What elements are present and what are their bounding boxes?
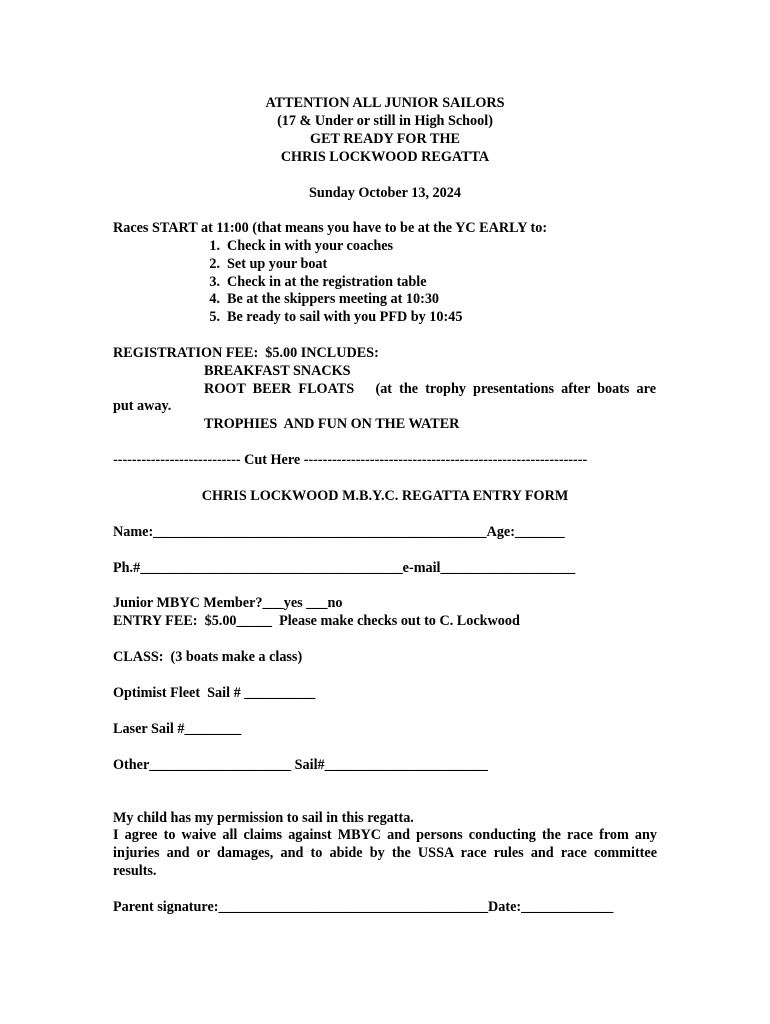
step-number: 3.: [209, 274, 220, 290]
includes-root-beer: ROOT BEER FLOATS (at the trophy presentations after boats are: [204, 381, 656, 397]
step-number: 1.: [209, 238, 220, 254]
waiver-line: results.: [113, 863, 157, 879]
optimist-sail-field: Optimist Fleet Sail # __________: [113, 685, 316, 701]
header-regatta-name: CHRIS LOCKWOOD REGATTA: [280, 149, 490, 165]
step-text: Be at the skippers meeting at 10:30: [227, 291, 440, 307]
member-field: Junior MBYC Member?___yes ___no: [113, 595, 343, 611]
registration-fee: REGISTRATION FEE: $5.00 INCLUDES:: [113, 345, 379, 361]
other-sail-field: Other____________________ Sail#_______________________: [113, 757, 488, 773]
step-text: Check in with your coaches: [227, 238, 394, 254]
parent-signature-field: Parent signature:______________________________________Date:_____________: [113, 899, 614, 915]
step-number: 5.: [209, 309, 220, 325]
event-date: Sunday October 13, 2024: [309, 185, 461, 201]
header-age-note: (17 & Under or still in High School): [277, 113, 493, 129]
phone-email-field: Ph.#_____________________________________e-mail___________________: [113, 560, 576, 576]
waiver-line: I agree to waive all claims against MBYC and persons conducting the race from any: [113, 827, 657, 843]
step-number: 4.: [209, 291, 220, 307]
cut-here-line: --------------------------- Cut Here ------------------------------------------------------------: [113, 452, 588, 468]
laser-sail-field: Laser Sail #________: [113, 721, 242, 737]
header-title: ATTENTION ALL JUNIOR SAILORS: [265, 95, 505, 111]
entry-form-title: CHRIS LOCKWOOD M.B.Y.C. REGATTA ENTRY FORM: [201, 488, 569, 504]
includes-trophies: TROPHIES AND FUN ON THE WATER: [204, 416, 460, 432]
entry-fee-field: ENTRY FEE: $5.00_____ Please make checks out to C. Lockwood: [113, 613, 520, 629]
name-age-field: Name:_______________________________________________Age:_______: [113, 524, 565, 540]
step-number: 2.: [209, 256, 220, 272]
step-text: Be ready to sail with you PFD by 10:45: [227, 309, 463, 325]
step-text: Set up your boat: [227, 256, 328, 272]
header-get-ready: GET READY FOR THE: [310, 131, 460, 147]
waiver-line: injuries and or damages, and to abide by the USSA race rules and race committee: [113, 845, 657, 861]
races-intro: Races START at 11:00 (that means you have to be at the YC EARLY to:: [113, 220, 548, 236]
permission-line: My child has my permission to sail in this regatta.: [113, 810, 414, 826]
class-heading: CLASS: (3 boats make a class): [113, 649, 303, 665]
includes-breakfast: BREAKFAST SNACKS: [204, 363, 351, 379]
includes-root-beer-cont: put away.: [113, 398, 172, 414]
step-text: Check in at the registration table: [227, 274, 427, 290]
